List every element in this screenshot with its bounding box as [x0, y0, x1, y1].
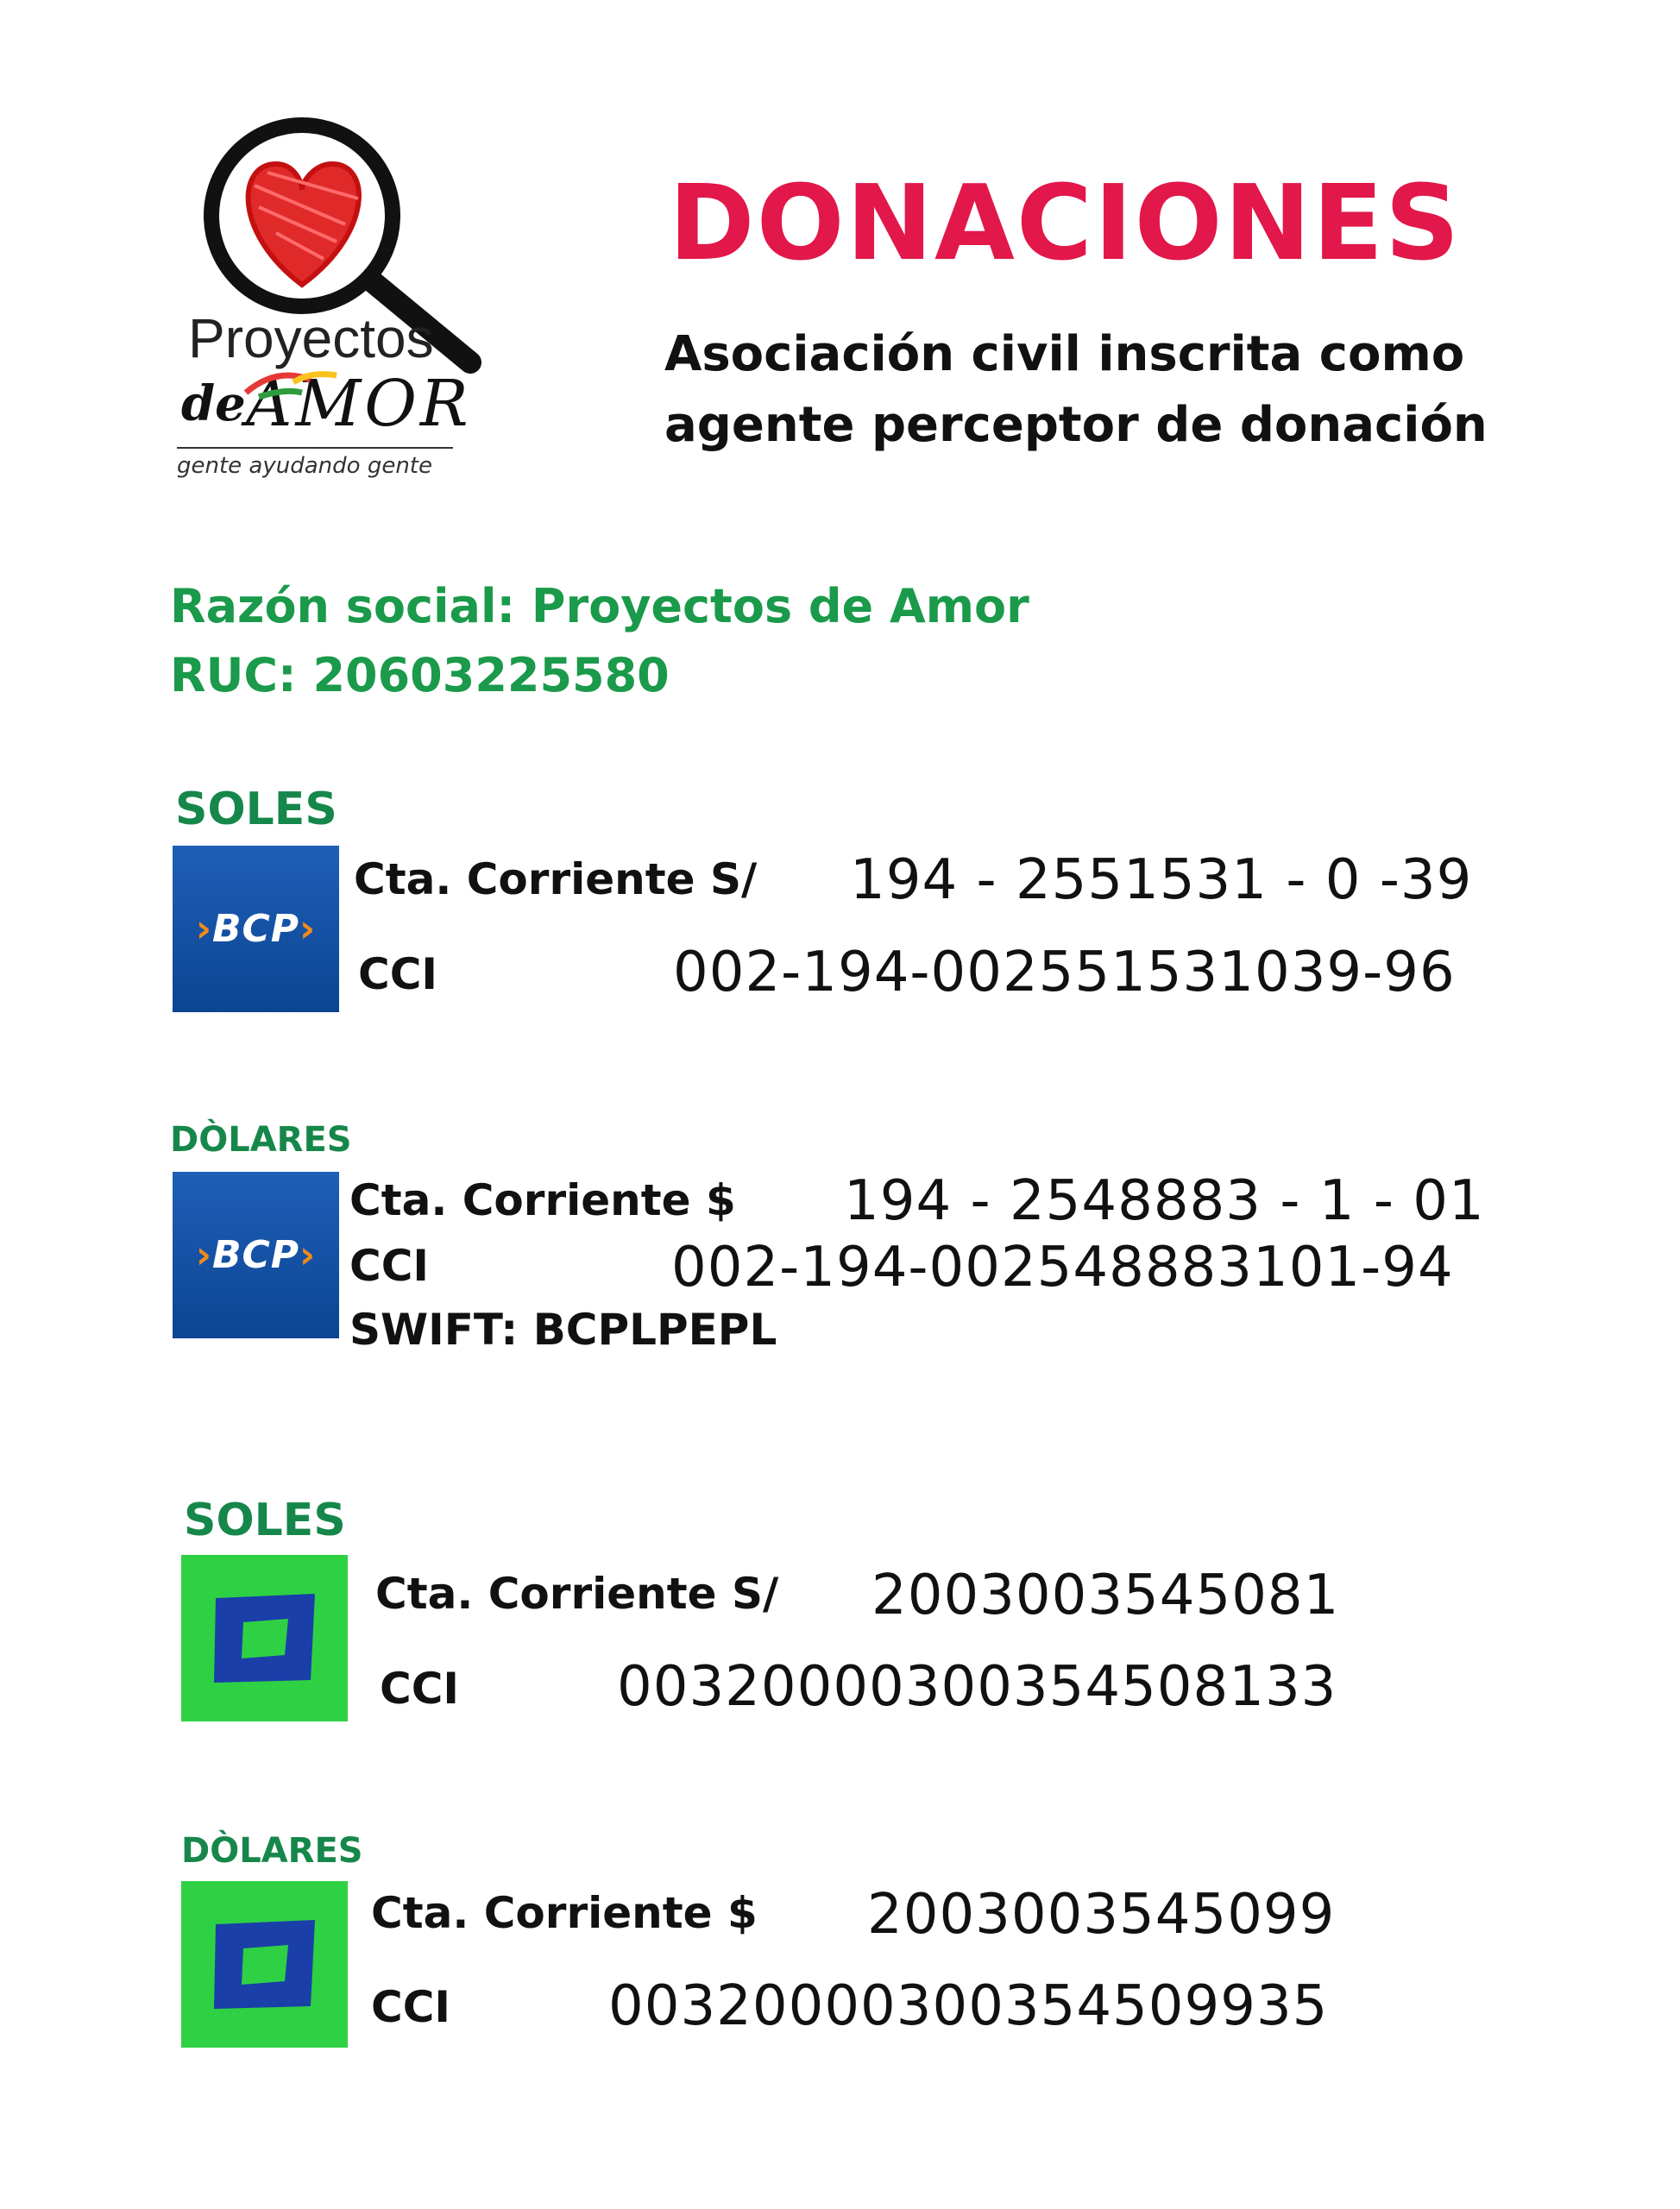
- section-label-dolares-bbva: DÒLARES: [181, 1831, 363, 1871]
- page-title: DONACIONES: [669, 164, 1462, 284]
- cci-number: 002-194-002548883101-94: [671, 1236, 1454, 1300]
- cci-number: 00320000300354508133: [617, 1655, 1337, 1719]
- bbva-square-logo: [181, 1881, 348, 2048]
- bbva-square-icon: [181, 1555, 348, 1721]
- bbva-square-logo: [181, 1555, 348, 1721]
- logo-text-amor: AMOR: [246, 367, 472, 441]
- subtitle-line-1: Asociación civil inscrita como: [664, 326, 1465, 382]
- swift-code: SWIFT: BCPLPEPL: [349, 1305, 777, 1355]
- account-number: 2003003545099: [867, 1883, 1336, 1947]
- page-subtitle: [664, 319, 1488, 461]
- cci-label: CCI: [349, 1241, 429, 1291]
- cci-number: 002-194-002551531039-96: [673, 941, 1456, 1004]
- bbva-square-icon: [181, 1881, 348, 2048]
- bcp-logo: [173, 1172, 339, 1338]
- ruc: RUC: 20603225580: [170, 648, 670, 702]
- account-number: 194 - 2551531 - 0 -39: [850, 848, 1473, 912]
- logo-color-stroke: [242, 367, 345, 401]
- cci-label: CCI: [358, 949, 437, 999]
- bcp-logo-text: ›BCP›: [195, 1233, 317, 1277]
- cci-number: 00320000300354509935: [608, 1974, 1329, 2038]
- logo-tagline: gente ayudando gente: [177, 453, 432, 479]
- account-number: 2003003545081: [871, 1564, 1340, 1627]
- account-number: 194 - 2548883 - 1 - 01: [844, 1169, 1485, 1233]
- subtitle-line-2: agente perceptor de donación: [664, 397, 1488, 453]
- entity-info: [170, 572, 1029, 710]
- bcp-logo-text: ›BCP›: [195, 907, 317, 951]
- razon-social: Razón social: Proyectos de Amor: [170, 579, 1029, 633]
- logo-text-proyectos: Proyectos: [188, 307, 434, 369]
- cci-label: CCI: [371, 1982, 450, 2032]
- bcp-logo: [173, 846, 339, 1012]
- account-label: Cta. Corriente $: [349, 1175, 736, 1225]
- logo-text-de: de: [181, 375, 246, 432]
- proyectos-de-amor-logo: [173, 112, 500, 492]
- section-label-soles-bbva: SOLES: [184, 1495, 346, 1546]
- section-label-soles-bcp: SOLES: [175, 784, 337, 835]
- account-label: Cta. Corriente S/: [354, 854, 758, 904]
- section-label-dolares-bcp: DÒLARES: [170, 1120, 352, 1160]
- cci-label: CCI: [380, 1664, 459, 1714]
- logo-divider: [177, 447, 453, 449]
- account-label: Cta. Corriente $: [371, 1888, 758, 1938]
- account-label: Cta. Corriente S/: [375, 1569, 779, 1619]
